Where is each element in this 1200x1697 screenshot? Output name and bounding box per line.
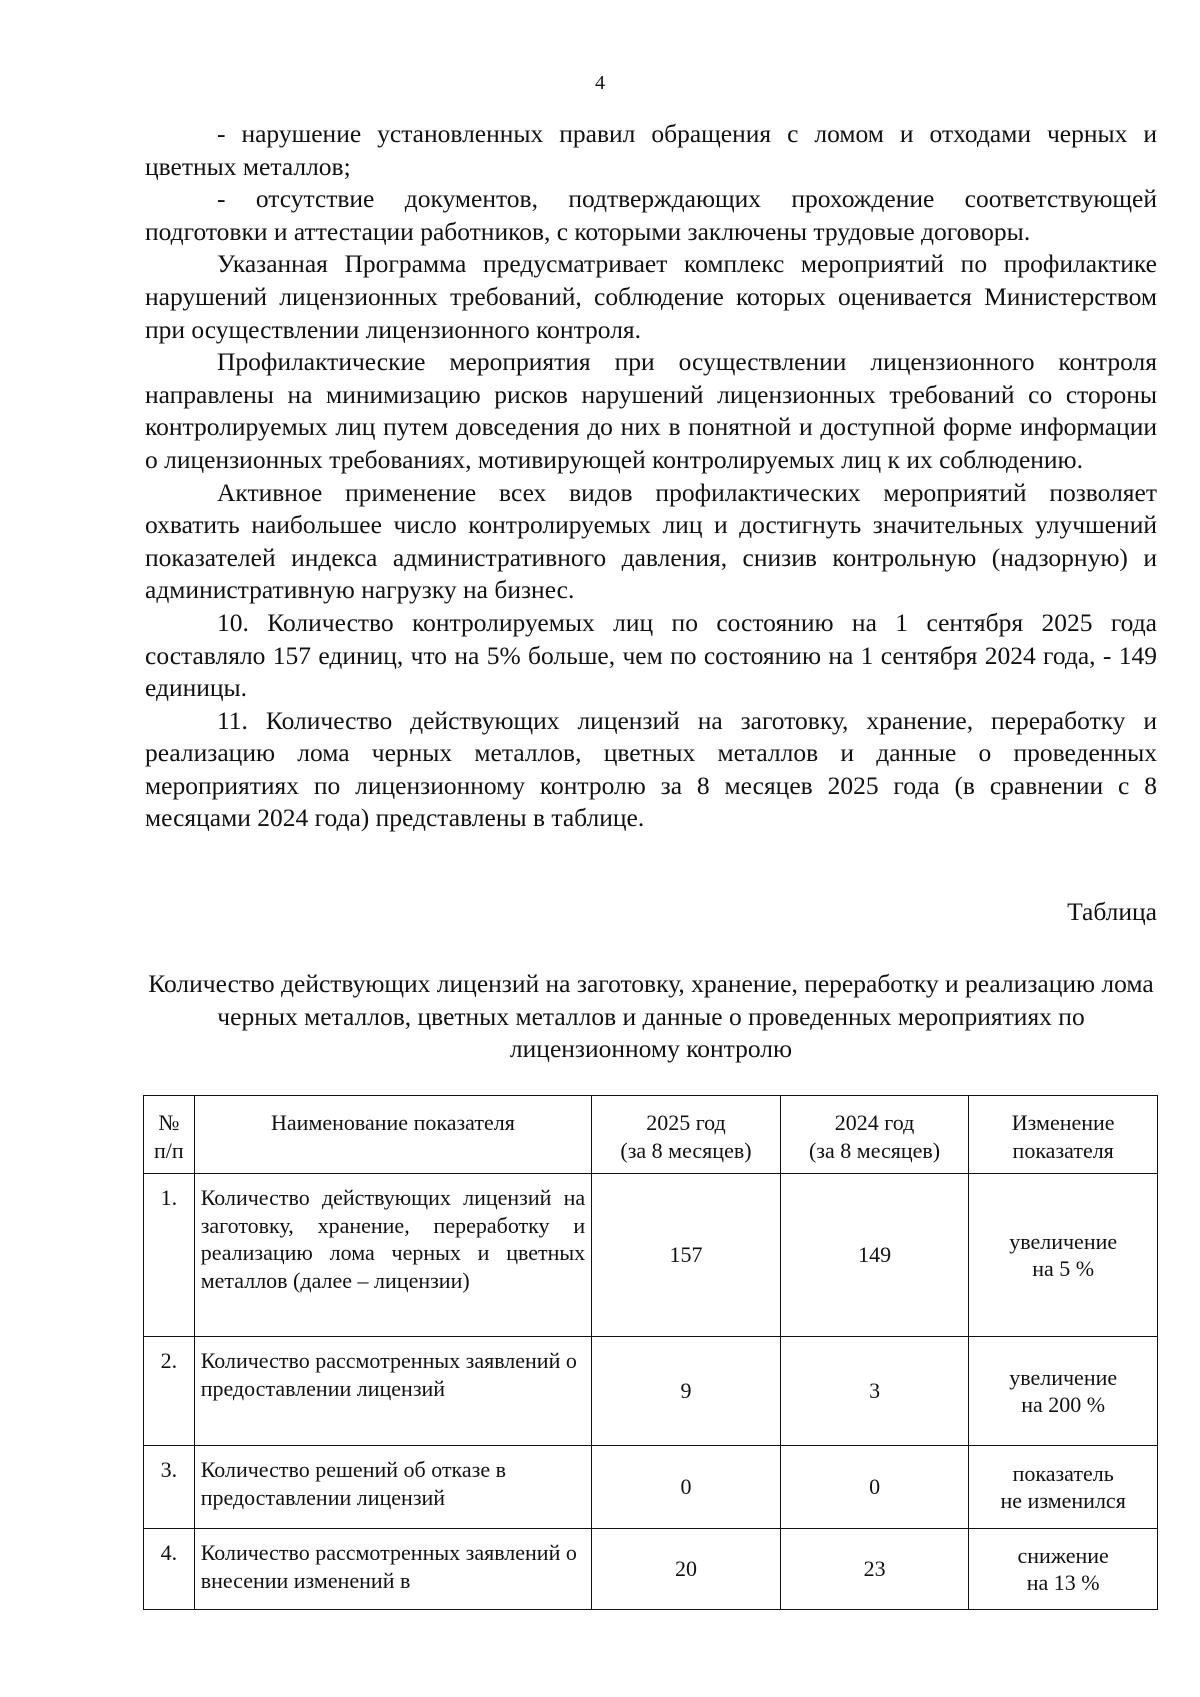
header-change-line2: показателя <box>1012 1137 1114 1163</box>
change-cell <box>969 1174 1158 1337</box>
paragraph: Указанная Программа предусматривает комплекс мероприятий по профилактике нарушений лицензионных требований, соблюдение которых оценивается Министерством при осуществлении лицензионного контроля. <box>145 249 1157 344</box>
change-cell <box>969 1446 1158 1529</box>
body-text <box>145 118 1157 835</box>
header-name-text: Наименование показателя <box>271 1110 515 1135</box>
paragraph: 10. Количество контролируемых лиц по состоянию на 1 сентября 2025 года составляло 157 единиц, что на 5% больше, чем по состоянию на 1 сентября 2024 года, - 149 единицы. <box>145 607 1157 703</box>
table-row <box>144 1529 1158 1610</box>
table-label: Таблица <box>1067 897 1157 926</box>
change-cell <box>969 1529 1158 1610</box>
paragraph: Активное применение всех видов профилактических мероприятий позволяет охватить наибольшее число контролируемых лиц и достигнуть значительных улучшений показателей индекса административного давления, снизив контрольную (надзорную) и административную нагрузку на бизнес. <box>145 477 1157 605</box>
indicator-name: Количество рассмотренных заявлений о предоставлении лицензий <box>194 1337 591 1446</box>
change-line2: не изменился <box>1000 1488 1126 1513</box>
change-line2: на 5 % <box>1032 1256 1095 1281</box>
row-number: 1. <box>144 1174 195 1337</box>
row-number: 2. <box>144 1337 195 1446</box>
indicator-name: Количество действующих лицензий на заготовку, хранение, переработку и реализацию лома черных и цветных металлов (далее – лицензии) <box>194 1174 591 1337</box>
table-row <box>144 1174 1158 1337</box>
value-2025: 0 <box>592 1446 781 1529</box>
table-row <box>144 1446 1158 1529</box>
header-2024 <box>780 1096 969 1174</box>
paragraph: - нарушение установленных правил обращения с ломом и отходами черных и цветных металлов; <box>145 119 1157 181</box>
paragraph: - отсутствие документов, подтверждающих прохождение соответствующей подготовки и аттестации работников, с которыми заключены трудовые договоры. <box>145 184 1157 246</box>
row-number: 4. <box>144 1529 195 1610</box>
table-header-row <box>144 1096 1158 1174</box>
value-2025: 20 <box>592 1529 781 1610</box>
value-2025: 157 <box>592 1174 781 1337</box>
paragraph: Профилактические мероприятия при осуществлении лицензионного контроля направлены на минимизацию рисков нарушений лицензионных требований со стороны контролируемых лиц путем довседения до них в понятной и доступной форме информации о лицензионных требованиях, мотивирующей контролируемых лиц к их соблюдению. <box>145 347 1157 474</box>
change-line2: на 13 % <box>1026 1570 1100 1595</box>
indicator-name: Количество решений об отказе в предоставлении лицензий <box>194 1446 591 1529</box>
header-change <box>969 1096 1158 1174</box>
paragraph: 11. Количество действующих лицензий на заготовку, хранение, переработку и реализацию лома черных металлов, цветных металлов и данные о проведенных мероприятиях по лицензионному контролю за 8 месяцев 2025 года (в сравнении с 8 месяцами 2024 года) представлены в таблице. <box>145 705 1157 833</box>
value-2024: 23 <box>780 1529 969 1610</box>
change-line1: увеличение <box>1009 1364 1118 1390</box>
header-name <box>194 1096 591 1174</box>
change-line1: показатель <box>1012 1460 1114 1486</box>
change-cell <box>969 1337 1158 1446</box>
header-2025 <box>592 1096 781 1174</box>
indicator-name: Количество рассмотренных заявлений о внесении изменений в <box>194 1529 591 1610</box>
change-line2: на 200 % <box>1021 1392 1106 1417</box>
header-num <box>144 1096 195 1174</box>
table-title: Количество действующих лицензий на заготовку, хранение, переработку и реализацию лома черных металлов, цветных металлов и данные о проведенных мероприятиях по лицензионному контролю <box>148 969 1154 1064</box>
value-2024: 0 <box>780 1446 969 1529</box>
change-line1: снижение <box>1017 1542 1109 1568</box>
value-2024: 3 <box>780 1337 969 1446</box>
change-line1: увеличение <box>1009 1228 1118 1254</box>
header-change-line1: Изменение <box>1011 1110 1115 1135</box>
row-number: 3. <box>144 1446 195 1529</box>
value-2025: 9 <box>592 1337 781 1446</box>
header-2024-line1: 2024 год <box>834 1110 915 1135</box>
header-num-line2: п/п <box>154 1137 184 1163</box>
value-2024: 149 <box>780 1174 969 1337</box>
header-num-line1: № <box>158 1110 180 1135</box>
header-2025-line2: (за 8 месяцев) <box>620 1137 752 1163</box>
header-2025-line1: 2025 год <box>646 1110 726 1135</box>
page-number: 4 <box>595 72 605 94</box>
data-table <box>143 1095 1158 1610</box>
header-2024-line2: (за 8 месяцев) <box>808 1137 941 1163</box>
table-row <box>144 1337 1158 1446</box>
